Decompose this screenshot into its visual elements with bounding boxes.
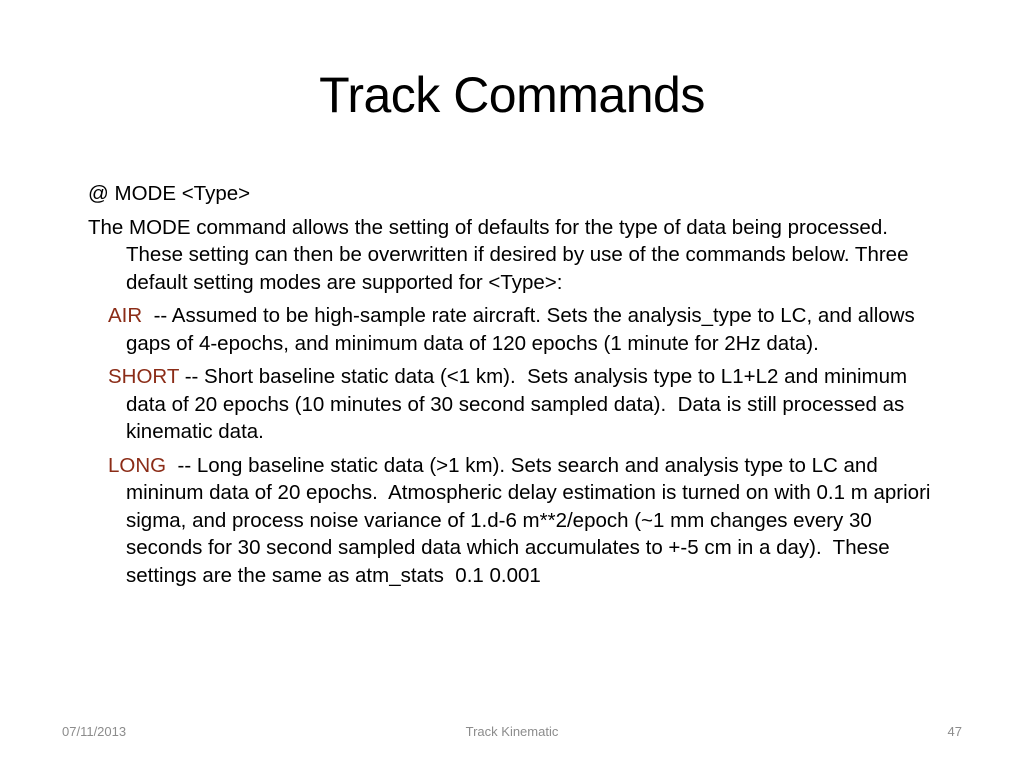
- command-intro: The MODE command allows the setting of defaults for the type of data being processed. These setting can then be overwritten if desired by use of the commands below. Three default setting modes are supported for <Type>:: [88, 215, 909, 294]
- slide-body: [88, 180, 948, 595]
- mode-item-long: [108, 452, 948, 590]
- mode-item-short: [108, 363, 948, 446]
- slide-number: 47: [947, 724, 962, 739]
- mode-description: -- Long baseline static data (>1 km). Sets search and analysis type to LC and mininum data of 20 epochs. Atmospheric delay estimation is turned on with 0.1 m apriori sigma, and process noise variance of 1.d-6 m**2/epoch (~1 mm changes every 30 seconds for 30 second sampled data which accumulates to +-5 cm in a day). These settings are the same as atm_stats 0.1 0.001: [126, 453, 937, 587]
- footer-title: Track Kinematic: [465, 724, 559, 739]
- mode-description: -- Short baseline static data (<1 km). Sets analysis type to L1+L2 and minimum data of 20 epochs (10 minutes of 30 second sampled data). Data is still processed as kinematic data.: [126, 365, 913, 443]
- mode-keyword: SHORT: [108, 365, 180, 388]
- slide-title: Track Commands: [319, 67, 705, 123]
- mode-item-air: [108, 302, 948, 357]
- mode-description: -- Assumed to be high-sample rate aircraft. Sets the analysis_type to LC, and allows gaps of 4-epochs, and minimum data of 120 epochs (1 minute for 2Hz data).: [126, 304, 921, 355]
- command-syntax: @ MODE <Type>: [88, 182, 251, 205]
- mode-keyword: LONG: [108, 453, 167, 477]
- footer-date: 07/11/2013: [62, 724, 127, 739]
- mode-keyword: AIR: [108, 304, 143, 327]
